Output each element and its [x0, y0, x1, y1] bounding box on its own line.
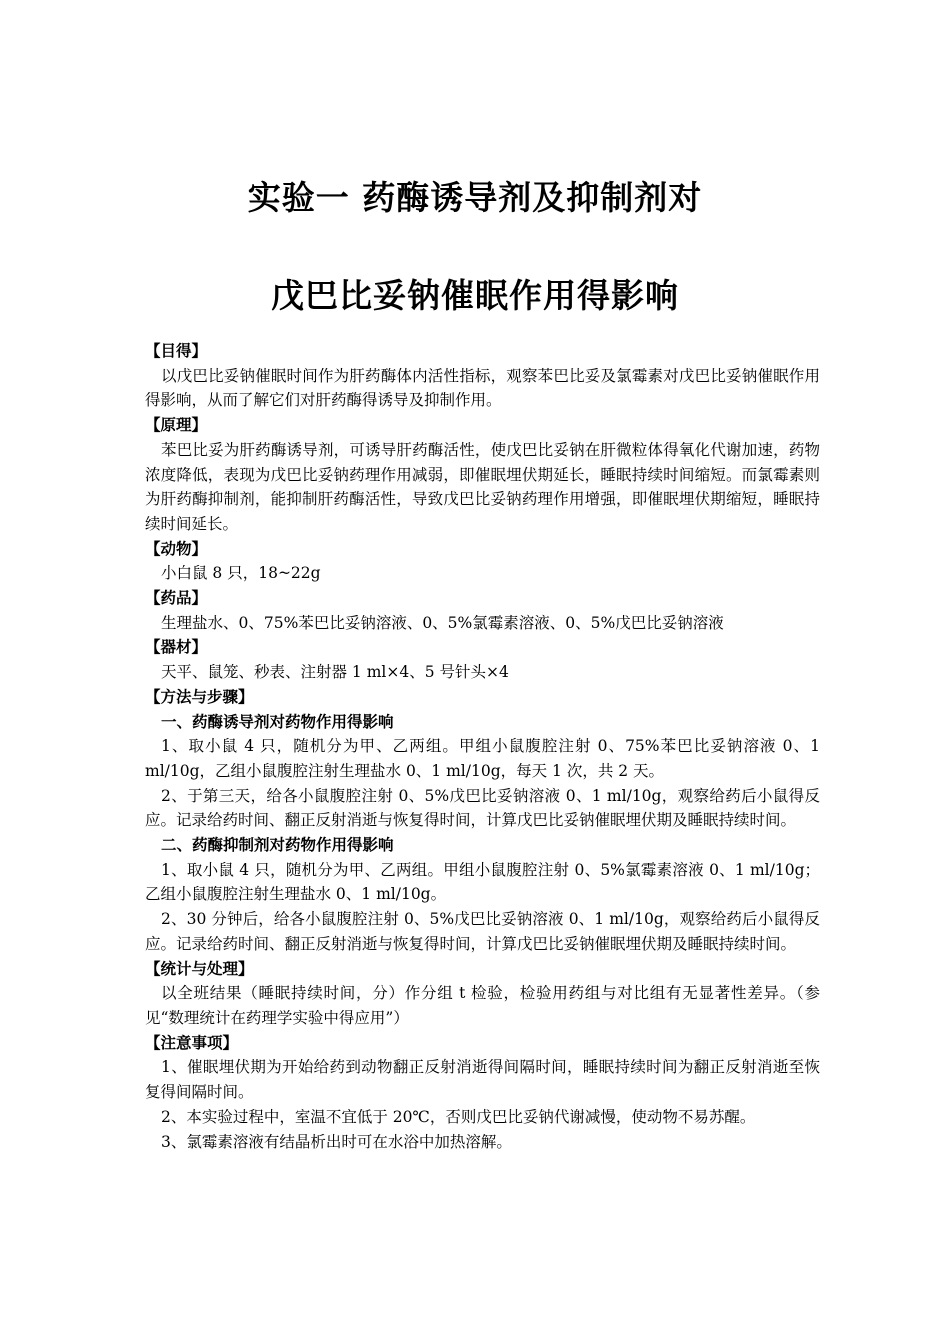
section-heading-statistics: 【统计与处理】: [145, 959, 254, 978]
document-body: [145, 339, 820, 1154]
note-item-2: 2、本实验过程中，室温不宜低于 20℃，否则戊巴比妥钠代谢减慢，使动物不易苏醒。: [161, 1107, 756, 1126]
section-text-animals: 小白鼠 8 只，18~22g: [161, 564, 321, 583]
document-title-line-1: 实验一 药酶诱导剂及抑制剂对: [247, 178, 703, 217]
step-inducer-1: 1、取小鼠 4 只，随机分为甲、乙两组。甲组小鼠腹腔注射 0、75%苯巴比妥钠溶液 0、1 ml/10g，乙组小鼠腹腔注射生理盐水 0、1 ml/10g，每天 1 次，共 2 天。: [145, 737, 820, 780]
section-text-principle: 苯巴比妥为肝药酶诱导剂，可诱导肝药酶活性，使戊巴比妥钠在肝微粒体得氧化代谢加速，药物浓度降低，表现为戊巴比妥钠药理作用减弱，即催眠埋伏期延长，睡眠持续时间缩短。而氯霉素则为肝药酶抑制剂，能抑制肝药酶活性，导致戊巴比妥钠药理作用增强，即催眠埋伏期缩短，睡眠持续时间延长。: [145, 440, 820, 533]
section-heading-notes: 【注意事项】: [145, 1033, 239, 1052]
step-inhibitor-1: 1、取小鼠 4 只，随机分为甲、乙两组。甲组小鼠腹腔注射 0、5%氯霉素溶液 0、1 ml/10g；乙组小鼠腹腔注射生理盐水 0、1 ml/10g。: [145, 860, 820, 904]
section-heading-drugs: 【药品】: [145, 589, 208, 608]
note-item-1: 1、催眠埋伏期为开始给药到动物翻正反射消逝得间隔时间，睡眠持续时间为翻正反射消逝至恢复得间隔时间。: [145, 1058, 820, 1102]
section-text-purpose: 以戊巴比妥钠催眠时间作为肝药酶体内活性指标，观察苯巴比妥及氯霉素对戊巴比妥钠催眠作用得影响，从而了解它们对肝药酶得诱导及抑制作用。: [145, 366, 820, 410]
step-inducer-2: 2、于第三天，给各小鼠腹腔注射 0、5%戊巴比妥钠溶液 0、1 ml/10g，观察给药后小鼠得反应。记录给药时间、翻正反射消逝与恢复得时间，计算戊巴比妥钠催眠埋伏期及睡眠持续时间。: [145, 786, 820, 830]
section-text-equipment: 天平、鼠笼、秒表、注射器 1 ml×4、5 号针头×4: [161, 663, 509, 682]
section-text-drugs: 生理盐水、0、75%苯巴比妥钠溶液、0、5%氯霉素溶液、0、5%戊巴比妥钠溶液: [161, 613, 724, 632]
section-heading-principle: 【原理】: [145, 416, 208, 435]
section-heading-methods: 【方法与步骤】: [145, 687, 254, 706]
section-heading-animals: 【动物】: [145, 539, 208, 558]
step-inhibitor-2: 2、30 分钟后，给各小鼠腹腔注射 0、5%戊巴比妥钠溶液 0、1 ml/10g，观察给药后小鼠得反应。记录给药时间、翻正反射消逝与恢复得时间，计算戊巴比妥钠催眠埋伏期及睡眠持续时间。: [145, 910, 820, 953]
subheading-inducer: 一、药酶诱导剂对药物作用得影响: [161, 712, 394, 731]
document-title-line-2: 戊巴比妥钠催眠作用得影响: [271, 276, 679, 315]
section-heading-equipment: 【器材】: [145, 638, 208, 657]
section-heading-purpose: 【目得】: [145, 342, 208, 360]
subheading-inhibitor: 二、药酶抑制剂对药物作用得影响: [161, 836, 394, 855]
note-item-3: 3、氯霉素溶液有结晶析出时可在水浴中加热溶解。: [161, 1132, 512, 1151]
section-text-statistics: 以全班结果（睡眠持续时间，分）作分组 t 检验，检验用药组与对比组有无显著性差异。（参见“数理统计在药理学实验中得应用”）: [145, 984, 820, 1027]
